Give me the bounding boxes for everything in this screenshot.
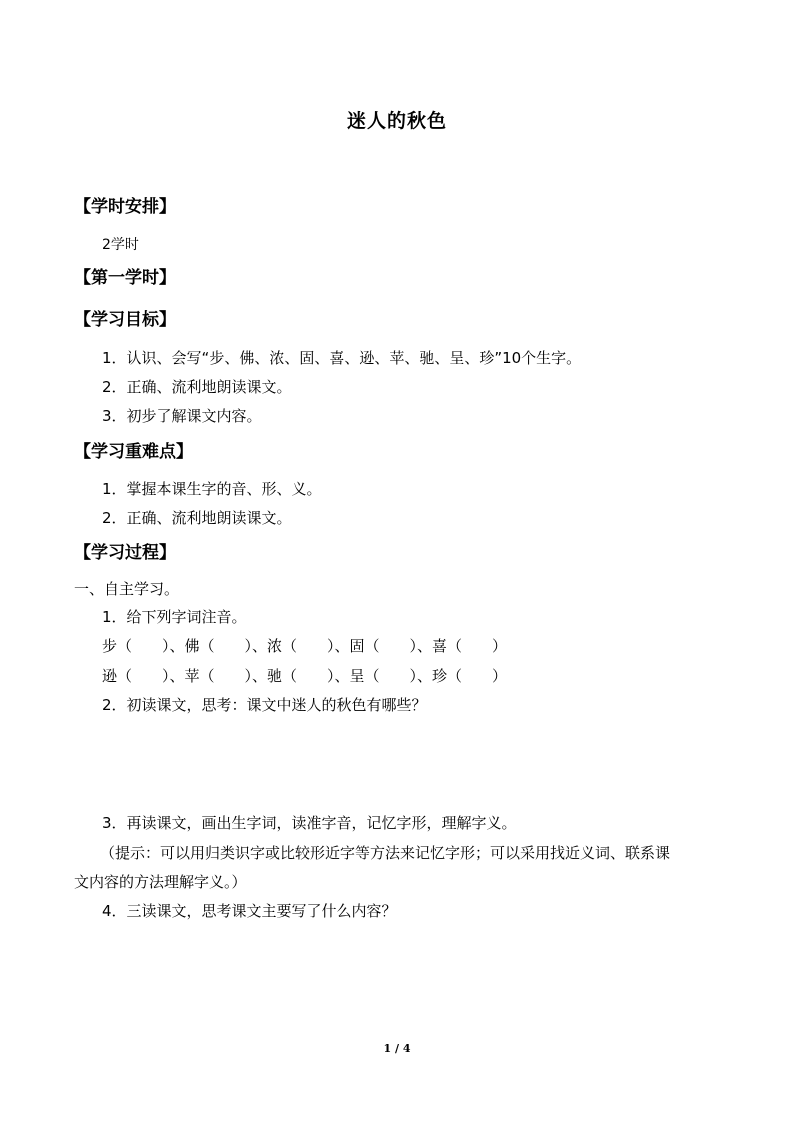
page-number: 1 / 4 (383, 1042, 411, 1055)
goal-item: 3．初步了解课文内容。 (102, 407, 262, 425)
part-one-label: 一、自主学习。 (74, 580, 180, 598)
schedule-value: 2学时 (102, 237, 139, 253)
pinyin-row-2: 逊（ ）、苹（ ）、驰（ ）、呈（ ）、珍（ ） (102, 667, 508, 685)
goals-heading: 【学习目标】 (74, 310, 176, 330)
task-4: 4．三读课文，思考课文主要写了什么内容？ (102, 902, 397, 920)
task-1: 1．给下列字词注音。 (102, 608, 247, 626)
pinyin-row-1: 步（ ）、佛（ ）、浓（ ）、固（ ）、喜（ ） (102, 637, 508, 655)
task-3: 3．再读课文，画出生字词，读准字音，记忆字形，理解字义。 (102, 814, 517, 832)
hint-line-2: 文内容的方法理解字义。） (74, 873, 247, 891)
process-heading: 【学习过程】 (74, 543, 176, 563)
goal-item: 2．正确、流利地朗读课文。 (102, 378, 292, 396)
hint-line-1: （提示：可以用归类识字或比较形近字等方法来记忆字形；可以采用找近义词、联系课 (100, 844, 671, 862)
key-point-item: 1．掌握本课生字的音、形、义。 (102, 480, 322, 498)
lesson-one-heading: 【第一学时】 (74, 268, 176, 288)
page-title: 迷人的秋色 (346, 110, 447, 132)
key-point-item: 2．正确、流利地朗读课文。 (102, 509, 292, 527)
key-points-heading: 【学习重难点】 (74, 442, 193, 462)
goal-item: 1．认识、会写“步、佛、浓、固、喜、逊、苹、驰、呈、珍”10个生字。 (102, 349, 582, 367)
task-2: 2．初读课文，思考：课文中迷人的秋色有哪些？ (102, 696, 427, 714)
schedule-heading: 【学时安排】 (74, 197, 176, 217)
